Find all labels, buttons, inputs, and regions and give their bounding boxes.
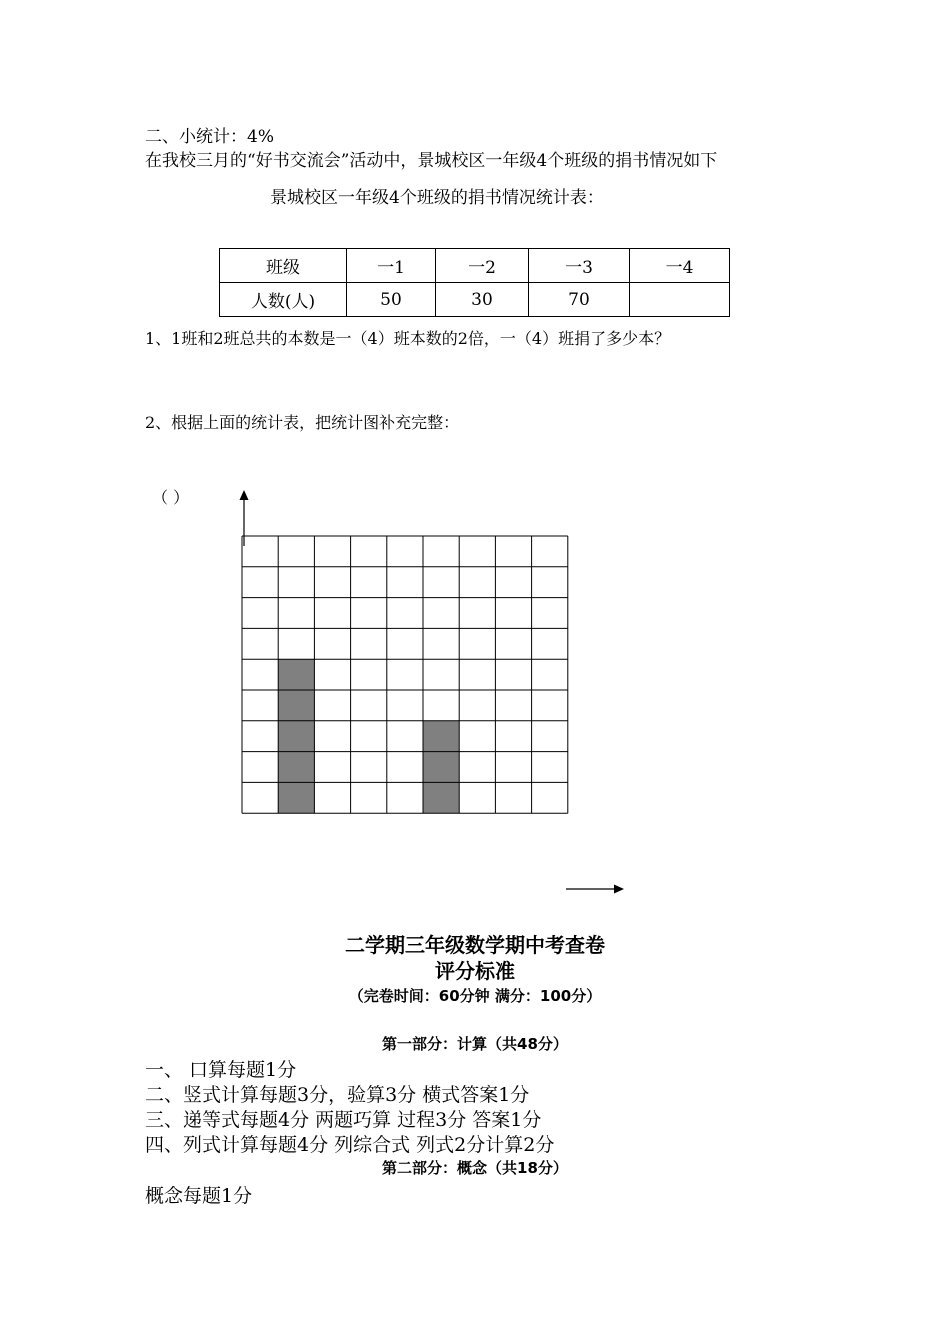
table-cell: 70 — [529, 283, 630, 317]
table-cell: 一3 — [529, 249, 630, 283]
table-cell: 一2 — [436, 249, 529, 283]
part1-item: 四、列式计算每题4分 列综合式 列式2分计算2分 — [145, 1134, 555, 1156]
bar-chart — [0, 480, 950, 900]
part1-item: 三、递等式每题4分 两题巧算 过程3分 答案1分 — [145, 1109, 542, 1131]
part2-heading: 第二部分：概念（共18分） — [382, 1159, 568, 1177]
part2-item: 概念每题1分 — [145, 1185, 253, 1207]
table-cell: 50 — [347, 283, 436, 317]
section-intro: 在我校三月的“好书交流会”活动中，景城校区一年级4个班级的捐书情况如下 — [145, 151, 718, 171]
x-axis-arrowhead — [614, 885, 624, 894]
table-data-row — [220, 283, 730, 317]
answer-key-title: 二学期三年级数学期中考查卷 — [345, 933, 605, 957]
table-caption: 景城校区一年级4个班级的捐书情况统计表： — [270, 188, 604, 208]
y-axis-label: （ ） — [152, 488, 190, 507]
table-cell: 一1 — [347, 249, 436, 283]
table-header-row — [220, 249, 730, 283]
question-2: 2、根据上面的统计表，把统计图补充完整： — [145, 413, 460, 432]
table-cell: 30 — [436, 283, 529, 317]
exam-info: （完卷时间：60分钟 满分：100分） — [348, 987, 602, 1005]
table-cell — [630, 283, 730, 317]
part1-heading: 第一部分：计算（共48分） — [382, 1035, 568, 1053]
table-cell: 人数(人) — [220, 283, 347, 317]
question-1: 1、1班和2班总共的本数是一（4）班本数的2倍，一（4）班捐了多少本？ — [145, 329, 671, 348]
answer-key-subtitle: 评分标准 — [435, 959, 515, 983]
bar-一3 — [423, 721, 459, 813]
part1-item: 二、竖式计算每题3分，验算3分 横式答案1分 — [145, 1084, 530, 1106]
y-axis-arrowhead — [240, 490, 249, 500]
part1-item: 一、 口算每题1分 — [145, 1059, 297, 1081]
statistics-table — [219, 248, 730, 317]
section-heading: 二、小统计：4% — [145, 127, 274, 147]
bar-一1 — [278, 659, 314, 813]
table-cell: 一4 — [630, 249, 730, 283]
table-cell: 班级 — [220, 249, 347, 283]
